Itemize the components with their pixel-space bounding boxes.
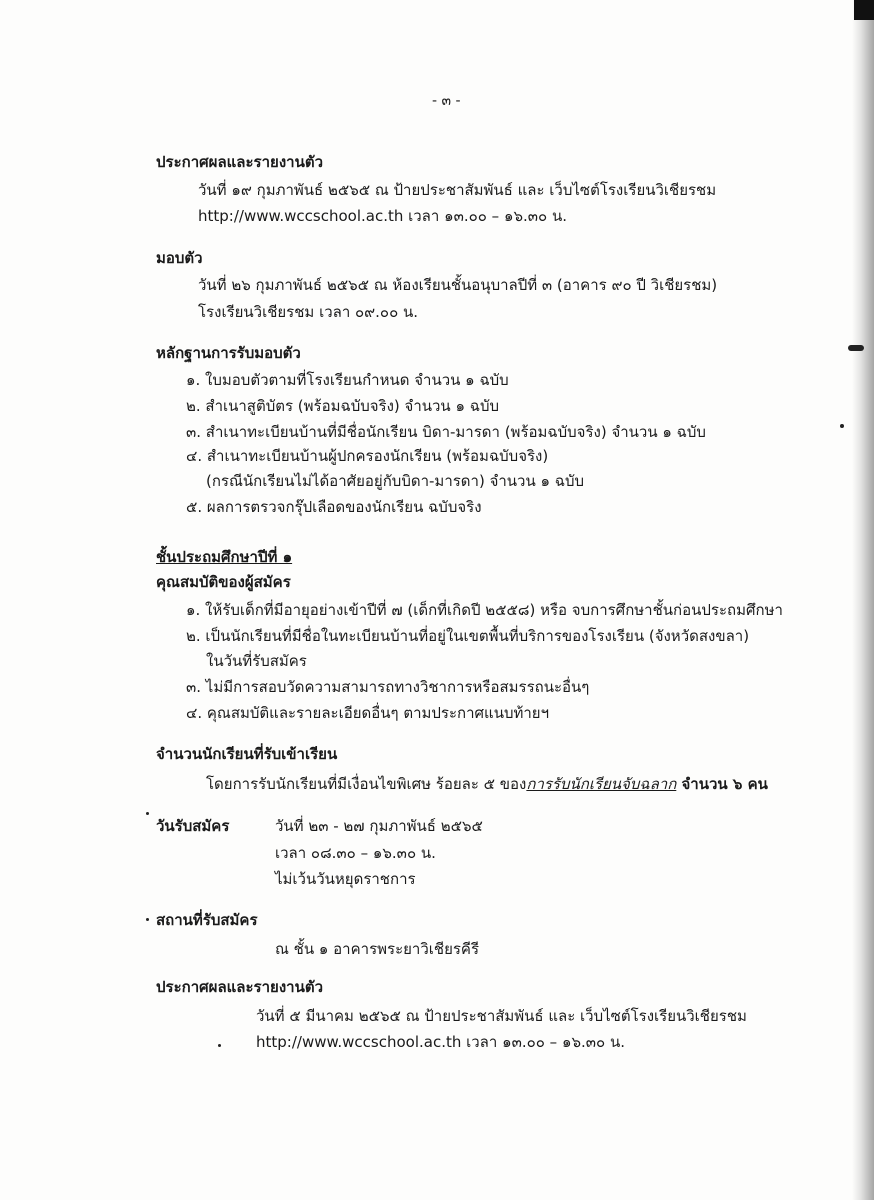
report-in-title: มอบตัว [156, 249, 203, 267]
documents-item: ๒. สำเนาสูติบัตร (พร้อมฉบับจริง) จำนวน ๑ ฉบับ [186, 397, 499, 415]
application-dates-line-2: เวลา ๐๘.๓๐ – ๑๖.๓๐ น. [275, 844, 436, 862]
grade-heading: ชั้นประถมศึกษาปีที่ ๑ [156, 548, 293, 566]
announce-results-line-1: วันที่ ๑๙ กุมภาพันธ์ ๒๕๖๕ ณ ป้ายประชาสัมพันธ์ และ เว็บไซต์โรงเรียนวิเชียรชม [198, 181, 717, 199]
lottery-admission-text: การรับนักเรียนจับฉลาก [526, 775, 677, 793]
application-place-title: สถานที่รับสมัคร [156, 911, 258, 929]
announce-results-2-line-1: วันที่ ๕ มีนาคม ๒๕๖๕ ณ ป้ายประชาสัมพันธ์ และ เว็บไซต์โรงเรียนวิเชียรชม [256, 1007, 747, 1025]
documents-item: ๔. สำเนาทะเบียนบ้านผู้ปกครองนักเรียน (พร้อมฉบับจริง) [186, 447, 549, 465]
documents-item-note: (กรณีนักเรียนไม่ได้อาศัยอยู่กับบิดา-มารดา) จำนวน ๑ ฉบับ [206, 472, 585, 490]
application-place-line: ณ ชั้น ๑ อาคารพระยาวิเชียรคีรี [275, 940, 480, 958]
documents-item: ๑. ใบมอบตัวตามที่โรงเรียนกำหนด จำนวน ๑ ฉบับ [186, 371, 509, 389]
announce-results-line-2: http://www.wccschool.ac.th เวลา ๑๓.๐๐ – ๑๖.๓๐ น. [198, 207, 567, 225]
documents-item: ๕. ผลการตรวจกรุ๊ปเลือดของนักเรียน ฉบับจริง [186, 498, 482, 516]
qualification-item: ๔. คุณสมบัติและรายละเอียดอื่นๆ ตามประกาศแนบท้ายฯ [186, 704, 550, 722]
enrollment-count-pre: โดยการรับนักเรียนที่มีเงื่อนไขพิเศษ ร้อยละ ๕ ของ [206, 775, 527, 793]
scan-speck [840, 424, 844, 428]
scan-speck [218, 1044, 221, 1047]
scan-speck [146, 812, 149, 815]
scan-speck [848, 345, 864, 351]
announce-results-2-line-2: http://www.wccschool.ac.th เวลา ๑๓.๐๐ – ๑๖.๓๐ น. [256, 1033, 625, 1051]
announce-results-title-1: ประกาศผลและรายงานตัว [156, 153, 323, 171]
qualification-item: ๓. ไม่มีการสอบวัดความสามารถทางวิชาการหรือสมรรถนะอื่นๆ [186, 678, 590, 696]
report-in-line-1: วันที่ ๒๖ กุมภาพันธ์ ๒๕๖๕ ณ ห้องเรียนชั้นอนุบาลปีที่ ๓ (อาคาร ๙๐ ปี วิเชียรชม) [198, 276, 718, 294]
report-in-line-2: โรงเรียนวิเชียรชม เวลา ๐๙.๐๐ น. [198, 303, 419, 321]
qualification-item: ๒. เป็นนักเรียนที่มีชื่อในทะเบียนบ้านที่อยู่ในเขตพื้นที่บริการของโรงเรียน (จังหวัดสงขลา) [186, 627, 750, 645]
documents-item: ๓. สำเนาทะเบียนบ้านที่มีชื่อนักเรียน บิดา-มารดา (พร้อมฉบับจริง) จำนวน ๑ ฉบับ [186, 423, 706, 441]
qualification-item-cont: ในวันที่รับสมัคร [206, 652, 307, 670]
documents-title: หลักฐานการรับมอบตัว [156, 344, 301, 362]
scan-edge-shadow [852, 0, 874, 1200]
application-dates-line-1: วันที่ ๒๓ - ๒๗ กุมภาพันธ์ ๒๕๖๕ [275, 817, 483, 835]
enrollment-count-title: จำนวนนักเรียนที่รับเข้าเรียน [156, 745, 338, 763]
qualification-item: ๑. ให้รับเด็กที่มีอายุอย่างเข้าปีที่ ๗ (เด็กที่เกิดปี ๒๕๕๘) หรือ จบการศึกษาชั้นก่อนประถมศึกษา [186, 601, 783, 619]
application-dates-line-3: ไม่เว้นวันหยุดราชการ [275, 870, 416, 888]
application-dates-label: วันรับสมัคร [156, 817, 230, 835]
qualifications-title: คุณสมบัติของผู้สมัคร [156, 573, 291, 591]
scan-corner-mark [854, 0, 874, 20]
enrollment-count-post: จำนวน ๖ คน [676, 775, 768, 793]
page-number: - ๓ - [432, 93, 461, 109]
enrollment-count-line [206, 774, 768, 794]
announce-results-title-2: ประกาศผลและรายงานตัว [156, 978, 323, 996]
scan-speck [146, 918, 149, 921]
